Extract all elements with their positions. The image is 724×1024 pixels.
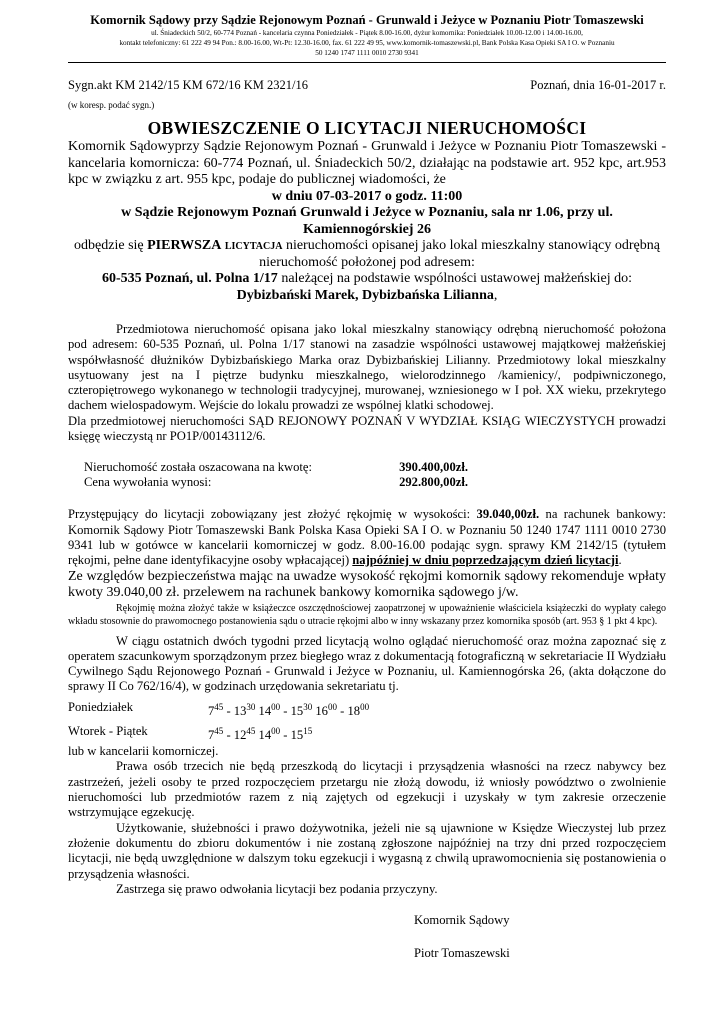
property-description: Przedmiotowa nieruchomość opisana jako lokal mieszkalny stanowiący odrębną nieruchomość położona pod adresem: 60-535 Poznań, ul. Polna 1/17 stanowi na zasadzie wspólności ustawowej majątkowej małżeńskiej współwłasność dłużników Dybizbańskiego Marka oraz Dybizbańskiej Lilianny. Przedmiotowy lokal mieszkalny usytuowany jest na I piętrze budynku mieszkalnego, wielorodzinnego /kamienicy/, podpiwniczonego, czteropiętrowego wykonanego w technologii tradycyjnej, murowanej, wzniesionego w I poł. XX wieku, przekrytego dachem wielospadowym. Wejście do lokalu prowadzi ze wspólnej klatki schodowej.	[68, 322, 666, 413]
starting-price-amount: 292.800,00zł.	[399, 475, 468, 490]
auction-text-pre: odbędzie się	[74, 238, 148, 253]
starting-price-label: Cena wywołania wynosi:	[84, 475, 212, 490]
hours-day: Wtorek - Piątek	[68, 723, 148, 738]
valuation-row	[68, 460, 666, 475]
auction-first-label: PIERWSZA	[147, 238, 222, 253]
intro-paragraph: Komornik Sądowyprzy Sądzie Rejonowym Poznań - Grunwald i Jeżyce w Poznaniu Piotr Tomaszewski - kancelaria komornicza: 60-774 Poznań, ul. Śniadeckich 50/2, działając na podstawie art. 952 kpc, art.953 kpc w związku z art. 955 kpc, podaje do publicznej wiadomości, że	[68, 139, 666, 187]
reference-row	[68, 77, 666, 93]
owners-suffix: ,	[493, 287, 498, 303]
deposit-text-end: .	[618, 553, 622, 568]
case-signature: Sygn.akt KM 2142/15 KM 672/16 KM 2321/16	[68, 78, 308, 92]
usufruct-paragraph: Użytkowanie, służebności i prawo dożywotnika, jeżeli nie są ujawnione w Księdze Wieczystej lub przez złożenie dokumentu do zbioru dokumentów i nie zostaną zgłoszone najpóźniej na trzy dni przed rozpoczęciem licytacji, nie będą uwzględnione w dalszym toku egzekucji i wygasną z chwilą uprawomocnienia się postanowienia o przysądzenia własności.	[68, 820, 666, 881]
valuation-label: Nieruchomość została oszacowana na kwotę:	[84, 460, 312, 475]
ownership-text: należącej na podstawie wspólności ustawowej małżeńskiej do:	[277, 271, 632, 286]
letterhead-divider	[68, 62, 666, 63]
hours-row-tue-fri	[68, 723, 666, 744]
auction-label: licytacja	[221, 238, 283, 253]
deposit-amount: 39.040,00zł.	[476, 507, 540, 522]
third-party-rights: Prawa osób trzecich nie będą przeszkodą do licytacji i przysądzenia własności na rzecz nabywcy bez zastrzeżeń, jeżeli osoby te przed rozpoczęciem przetargu nie złożą dowodu, iż wniosły powództwo o zwolnienie nieruchomości lub przedmiotów razem z nią zajętych od egzekucji i uzyskały w tym zakresie orzeczenie wstrzymujące egzekucję.	[68, 759, 666, 820]
hours-values: $7^{45} - 13^{30}$ $14^{00} - 15^{30}$ $16^{00} - 18^{00}$	[208, 701, 370, 718]
valuation-amount: 390.400,00zł.	[399, 460, 468, 475]
security-recommendation: Ze względów bezpieczeństwa mając na uwadze wysokość rękojmi komornik sądowy rekomenduje wpłaty kwoty 39.040,00 zł. przelewem na rachunek bankowy komornika sądowego j/w.	[68, 568, 666, 601]
deposit-text-post: na rachunek bankowy: Komornik Sądowy Piotr Tomaszewski Bank Polska Kasa Opieki SA I O. w Poznaniu 50 1240 1747 1111 0010 2730 9341 lub w gotówce w kancelarii komorniczej w godz. 8.00-16.00 podając sygn. sprawy KM 2142/15 (tytułem rękojmi, pełne dane identyfikacyjne osoby wpłacającej)	[68, 507, 666, 568]
hours-values: $7^{45} - 12^{45}$ $14^{00} - 15^{15}$	[208, 725, 313, 743]
deposit-paragraph	[68, 507, 666, 568]
place-date: Poznań, dnia 16-01-2017 r.	[530, 78, 666, 92]
owners-names: Dybizbański Marek, Dybizbańska Lilianna	[236, 287, 494, 303]
auction-text-post: nieruchomości opisanej jako lokal mieszkalny stanowiący odrębną nieruchomość położonej pod adresem:	[259, 238, 660, 270]
hours-row-monday	[68, 699, 666, 720]
land-register-info: Dla przedmiotowej nieruchomości SĄD REJONOWY POZNAŃ V WYDZIAŁ KSIĄG WIECZYSTYCH prowadzi księgę wieczystą nr PO1P/00143112/6.	[68, 413, 666, 444]
letterhead-line-3: 50 1240 1747 1111 0010 2730 9341	[315, 49, 419, 57]
letterhead-line-1: ul. Śniadeckich 50/2, 60-774 Poznań - kancelaria czynna Poniedziałek - Piątek 8.00-16.00, dyżur komornika: Poniedziałek 10.00-12.00 i 14.00-16.00,	[151, 29, 583, 37]
property-address	[68, 271, 666, 288]
deposit-deadline: najpóźniej w dniu poprzedzającym dzień licytacji	[352, 553, 619, 568]
document-page	[68, 10, 666, 961]
signature-role: Komornik Sądowy	[414, 913, 510, 928]
document-title: OBWIESZCZENIE O LICYTACJI NIERUCHOMOŚCI	[147, 118, 587, 138]
auction-court-line-1: w Sądzie Rejonowym Poznań Grunwald i Jeżyce w Poznaniu, sala nr 1.06, przy ul.	[121, 205, 613, 220]
letterhead-title: Komornik Sądowy przy Sądzie Rejonowym Poznań - Grunwald i Jeżyce w Poznaniu Piotr Tomaszewski	[90, 13, 644, 27]
letterhead-line-2: kontakt telefoniczny: 61 222 49 94 Pon.: 8.00-16.00, Wt-Pt: 12.30-16.00, fax. 61 222 49 95, www.komornik-tomaszewski.pl, Bank Polska Kasa Opieki SA I O. w Poznaniu	[119, 39, 615, 47]
signature-name: Piotr Tomaszewski	[414, 946, 510, 961]
owners-line	[68, 288, 666, 305]
auction-court-line-2: Kamiennogórskiej 26	[303, 221, 431, 237]
office-option: lub w kancelarii komorniczej.	[68, 744, 219, 759]
address-text: 60-535 Poznań, ul. Polna 1/17	[102, 271, 278, 286]
deposit-text-pre: Przystępujący do licytacji zobowiązany jest złożyć rękojmię w wysokości:	[68, 507, 477, 522]
correspondence-note: (w koresp. podać sygn.)	[68, 100, 155, 110]
auction-announcement	[68, 238, 666, 271]
hours-day: Poniedziałek	[68, 699, 134, 714]
inspection-paragraph: W ciągu ostatnich dwóch tygodni przed licytacją wolno oglądać nieruchomość oraz można zapoznać się z operatem szacunkowym sporządzonym przez biegłego wraz z dokumentacją fotograficzną w sekretariacie II Wydziału Cywilnego Sądu Rejonowego Poznań - Grunwald i Jeżyce w Poznaniu, ul. Kamiennogórska 26, (akta dołączone do sprawy II Co 762/16/4), w godzinach urzędowania sekretariatu tj.	[68, 633, 666, 694]
reservation-clause: Zastrzega się prawo odwołania licytacji bez podania przyczyny.	[116, 881, 438, 896]
auction-date: w dniu 07-03-2017 o godz. 11:00	[271, 188, 463, 204]
starting-price-row	[68, 475, 666, 490]
savings-book-note: Rękojmię można złożyć także w książeczce oszczędnościowej zaopatrzonej w upoważnienie właściciela książeczki do wypłaty całego wkładu stosownie do prawomocnego postanowienia sądu o utracie rękojmi albo w inny wskazany przez komornika sposób (art. 953 § 1 pkt 4 kpc).	[68, 602, 666, 627]
